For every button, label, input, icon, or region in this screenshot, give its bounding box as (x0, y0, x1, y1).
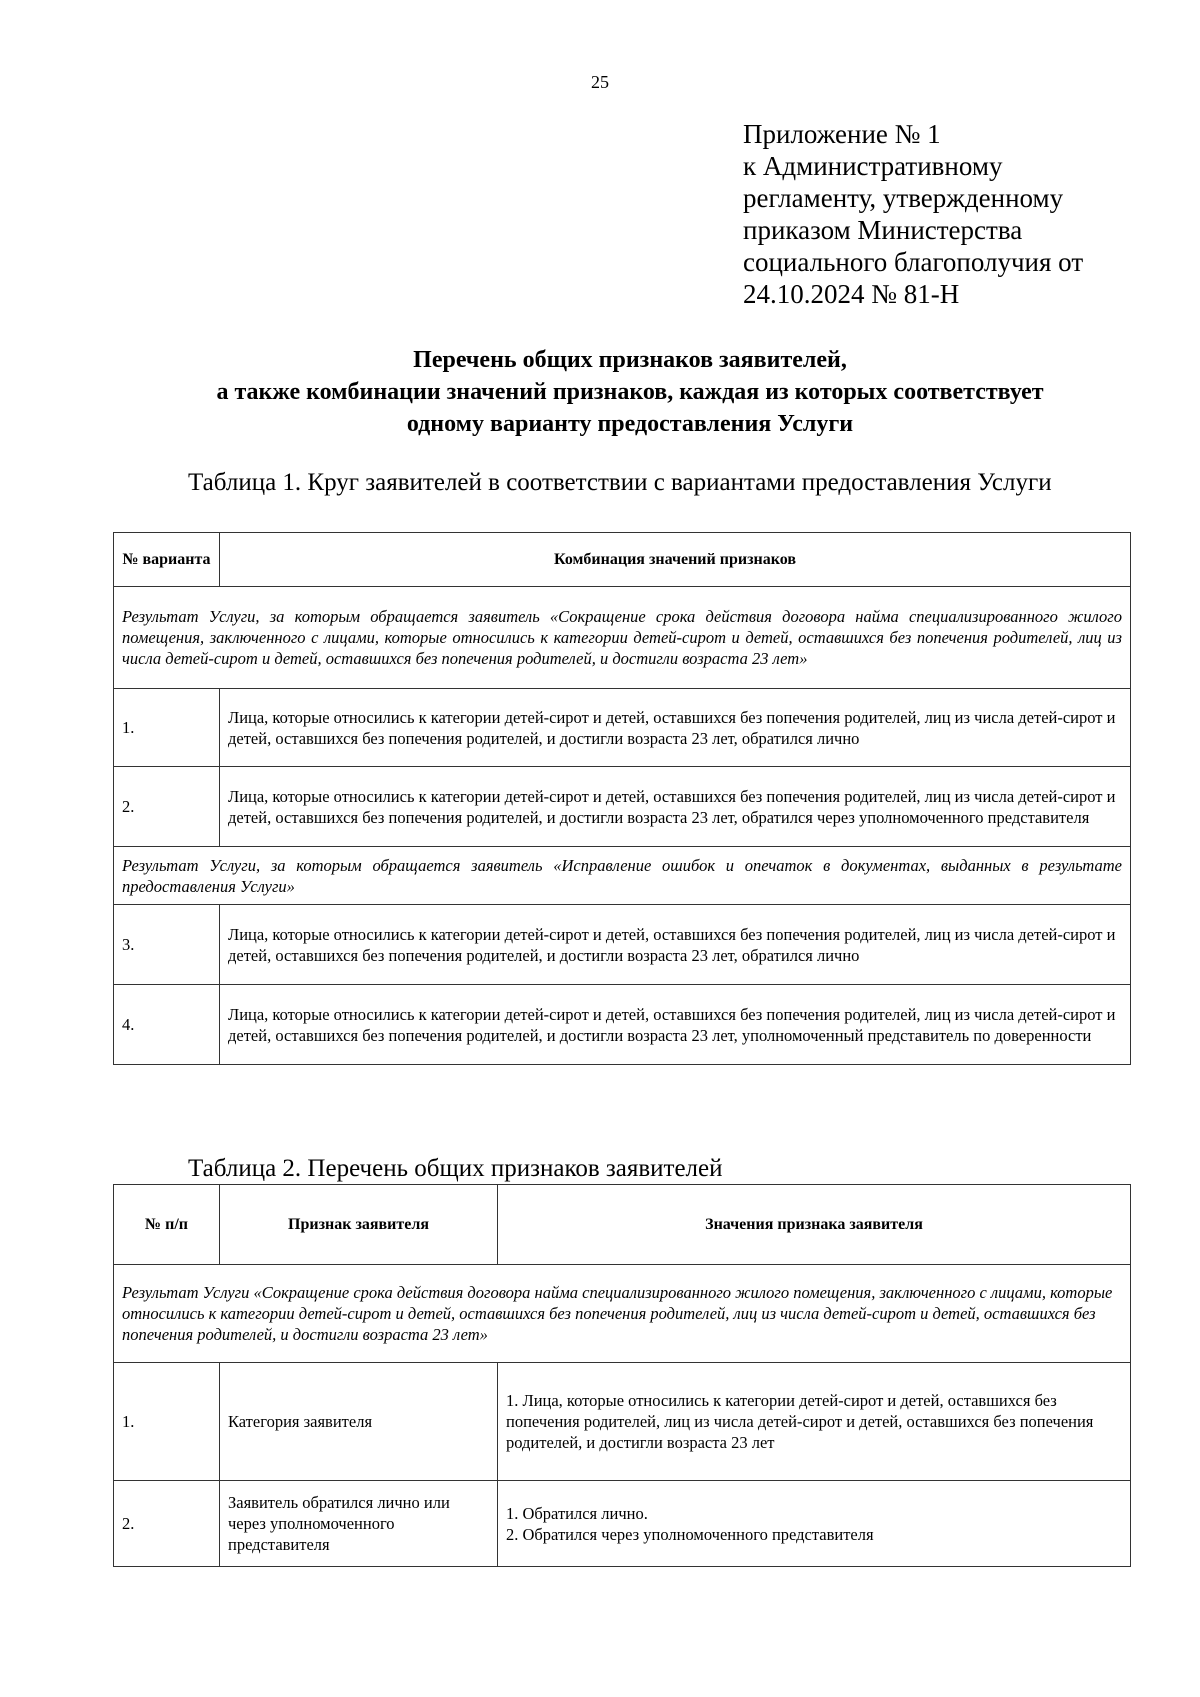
page-number: 25 (591, 72, 609, 92)
row-combination: Лица, которые относились к категории детей-сирот и детей, оставшихся без попечения родителей, лиц из числа детей-сирот и детей, оставшихся без попечения родителей, и достигли возраста 23 лет, обратился через уполномоченного представителя (220, 767, 1131, 847)
row-attribute-values (498, 1481, 1131, 1567)
appendix-line: к Административному (743, 151, 1003, 181)
appendix-line: Приложение № 1 (743, 119, 941, 149)
table-header-row (114, 1185, 1131, 1265)
row-attribute: Категория заявителя (220, 1363, 498, 1481)
applicant-attributes-table (113, 1184, 1131, 1567)
appendix-reference (743, 118, 1183, 310)
table-row (114, 1481, 1131, 1567)
title-line: а также комбинации значений признаков, каждая из которых соответствует (216, 379, 1044, 405)
row-combination: Лица, которые относились к категории детей-сирот и детей, оставшихся без попечения родителей, лиц из числа детей-сирот и детей, оставшихся без попечения родителей, и достигли возраста 23 лет, обратился лично (220, 905, 1131, 985)
table-group-row (114, 847, 1131, 905)
table-row (114, 689, 1131, 767)
title-line: одному варианту предоставления Услуги (406, 411, 854, 437)
group-heading: Результат Услуги, за которым обращается заявитель «Сокращение срока действия договора найма специализированного жилого помещения, заключенного с лицами, которые относились к категории детей-сирот и детей, оставшихся без попечения родителей, лиц из числа детей-сирот и детей, оставшихся без попечения родителей, и достигли возраста 23 лет» (114, 587, 1131, 689)
appendix-line: регламенту, утвержденному (743, 183, 1064, 213)
table-header-row (114, 533, 1131, 587)
table-row (114, 985, 1131, 1065)
table1-caption: Таблица 1. Круг заявителей в соответствии с вариантами предоставления Услуги (188, 469, 1052, 496)
table-row (114, 905, 1131, 985)
header-attribute: Признак заявителя (220, 1185, 498, 1265)
document-title (60, 344, 1200, 440)
title-line: Перечень общих признаков заявителей, (413, 347, 847, 373)
row-number: 4. (114, 985, 220, 1065)
table2-caption: Таблица 2. Перечень общих признаков заявителей (188, 1155, 723, 1182)
header-attribute-values: Значения признака заявителя (498, 1185, 1131, 1265)
attribute-value: 2. Обратился через уполномоченного представителя (506, 1524, 874, 1544)
row-attribute: Заявитель обратился лично или через уполномоченного представителя (220, 1481, 498, 1567)
table-row (114, 767, 1131, 847)
table-row (114, 1363, 1131, 1481)
applicants-variants-table (113, 532, 1131, 1065)
header-combination: Комбинация значений признаков (220, 533, 1131, 587)
row-combination: Лица, которые относились к категории детей-сирот и детей, оставшихся без попечения родителей, лиц из числа детей-сирот и детей, оставшихся без попечения родителей, и достигли возраста 23 лет, уполномоченный представитель по доверенности (220, 985, 1131, 1065)
row-number: 2. (114, 767, 220, 847)
appendix-line: приказом Министерства (743, 215, 1023, 245)
group-heading: Результат Услуги «Сокращение срока действия договора найма специализированного жилого помещения, заключенного с лицами, которые относились к категории детей-сирот и детей, оставшихся без попечения родителей, лиц из числа детей-сирот и детей, оставшихся без попечения родителей, и достигли возраста 23 лет» (114, 1265, 1131, 1363)
table-group-row (114, 587, 1131, 689)
header-variant-number: № варианта (114, 533, 220, 587)
appendix-line: 24.10.2024 № 81-Н (743, 279, 960, 309)
table-group-row (114, 1265, 1131, 1363)
row-attribute-values: 1. Лица, которые относились к категории детей-сирот и детей, оставшихся без попечения родителей, лиц из числа детей-сирот и детей, оставшихся без попечения родителей, и достигли возраста 23 лет (498, 1363, 1131, 1481)
group-heading: Результат Услуги, за которым обращается заявитель «Исправление ошибок и опечаток в документах, выданных в результате предоставления Услуги» (114, 847, 1131, 905)
row-number: 2. (114, 1481, 220, 1567)
row-combination: Лица, которые относились к категории детей-сирот и детей, оставшихся без попечения родителей, лиц из числа детей-сирот и детей, оставшихся без попечения родителей, и достигли возраста 23 лет, обратился лично (220, 689, 1131, 767)
row-number: 1. (114, 689, 220, 767)
header-item-number: № п/п (114, 1185, 220, 1265)
row-number: 3. (114, 905, 220, 985)
row-number: 1. (114, 1363, 220, 1481)
appendix-line: социального благополучия от (743, 247, 1084, 277)
attribute-value: 1. Обратился лично. (506, 1503, 648, 1523)
